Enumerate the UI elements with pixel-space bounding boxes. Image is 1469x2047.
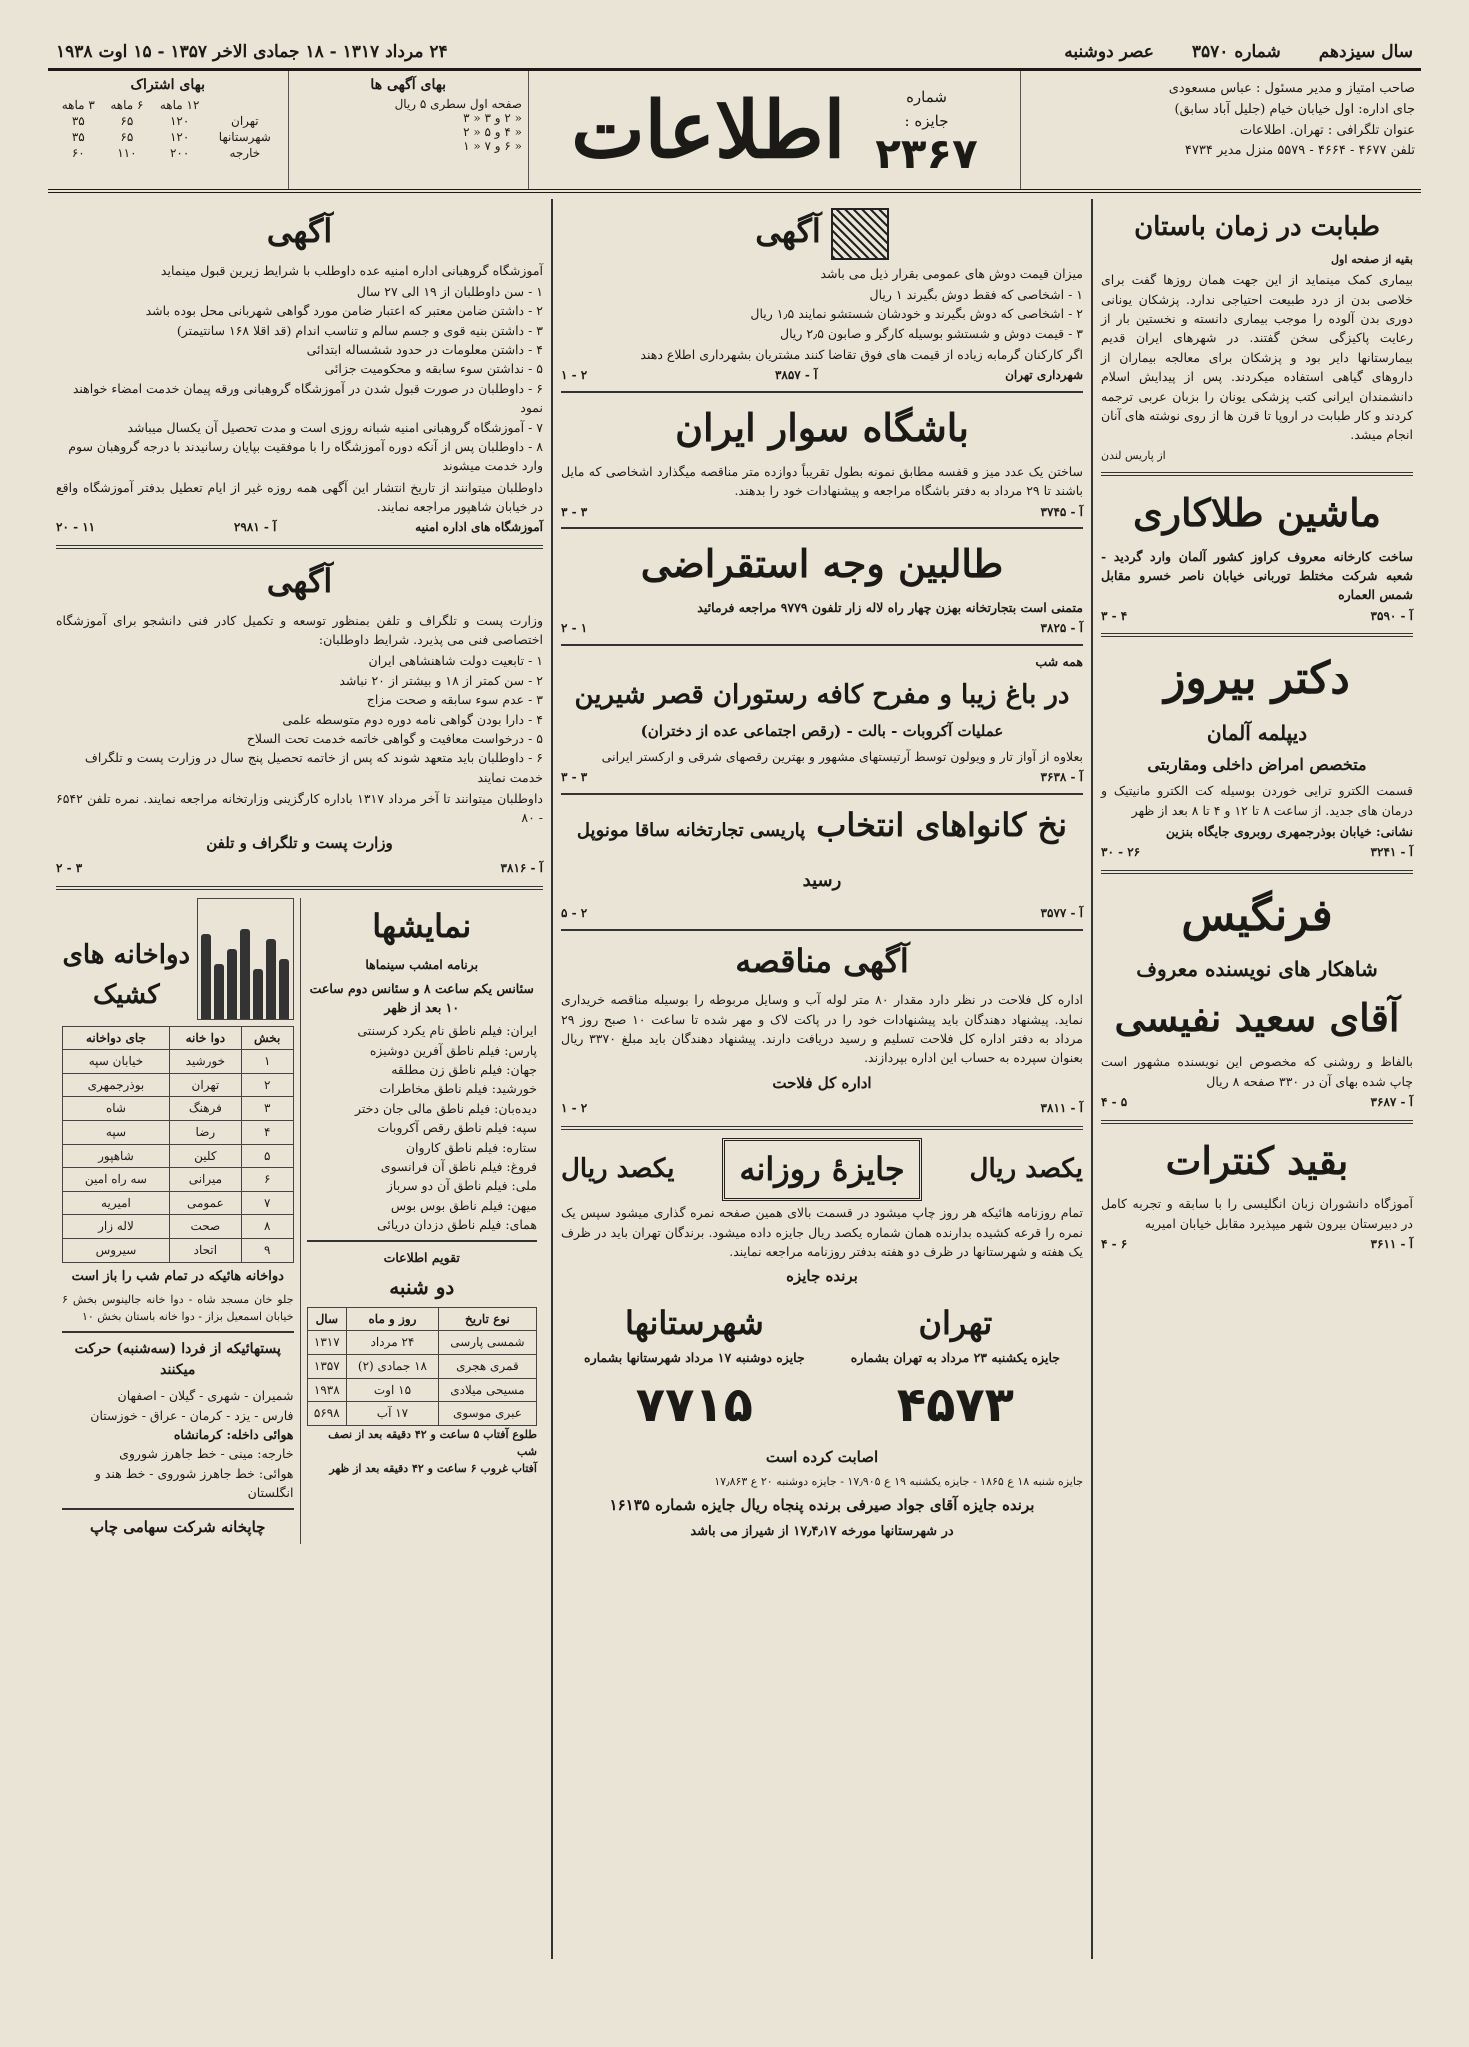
prize-winners-label: برنده جایزه — [786, 1267, 858, 1286]
pharmacy-row — [63, 1144, 294, 1168]
prize-claimed-label: اصابت کرده است — [765, 1448, 879, 1466]
bath-notice-heading — [561, 207, 1083, 260]
subscription-prices — [48, 71, 289, 189]
contract-ad-title: بقید کنترات — [1165, 1137, 1349, 1183]
bath-notice-title: آگهی — [755, 212, 821, 250]
right-column — [1091, 199, 1421, 1959]
pharm-district: ۹ — [241, 1238, 293, 1262]
bath-notice-item: ۲ - اشخاصی که دوش بگیرند و خودشان شستشو نمایند ۱٫۵ ریال — [750, 306, 1083, 322]
pharm-address: سپه — [63, 1121, 170, 1145]
ad-number: ۲ - ۱ — [561, 368, 588, 383]
ad-code: آ - ۳۸۲۵ — [1040, 621, 1083, 636]
ad-code: آ - ۲۹۸۱ — [233, 520, 277, 535]
cinema-listing: ملی: فیلم ناطق آن دو سرباز — [386, 1178, 537, 1194]
prize-provinces-title: شهرستانها — [624, 1303, 764, 1342]
subscription-title: بهای اشتراک — [130, 77, 205, 93]
masthead-title-area — [528, 71, 1021, 189]
calendar-row — [307, 1355, 537, 1379]
ad-number: ۵ - ۴ — [1101, 1094, 1128, 1109]
cinema-listing: فروغ: فیلم ناطق آن فرانسوی — [380, 1158, 537, 1174]
pharm-district: ۱ — [241, 1050, 293, 1074]
contract-ad-body: آموزگاه دانشوران زبان انگلیسی را با سابقه و تجربه کامل در دبیرستان بیرون شهر میپذیرد مقابل خیابان امیریه — [1101, 1196, 1413, 1231]
left-subcolumns — [56, 898, 543, 1544]
pharmacy-title: دواخانه های کشیک — [62, 940, 191, 1011]
ad-number: ۲ - ۵ — [561, 906, 588, 921]
post-notice-intro: وزارت پست و تلگراف و تلفن بمنظور توسعه و تکمیل کادر فنی دانشجو برای آموزشگاه اختصاصی فنی می پذیرد. شرایط داوطلبان: — [56, 612, 543, 648]
gold-machine-body: ساخت کارخانه معروف کراوز کشور آلمان وارد گردید - شعبه شرکت مختلط توربانی خیابان ناصر خسرو مقابل شمس العماره — [1101, 548, 1413, 603]
ad-price-row: « ۴ و ۵ « ۲ — [463, 125, 522, 139]
ad-code: آ - ۳۲۴۱ — [1370, 845, 1413, 860]
post-schedule-title: پستهائیکه از فردا (سه‌شنبه) حرکت میکنند — [74, 1340, 281, 1379]
owner-line: صاحب امتیاز و مدیر مسئول : عباس مسعودی — [1168, 81, 1415, 96]
ad-code-line — [561, 366, 1083, 385]
gendarmerie-notice-item: ۲ - داشتن ضامن معتبر که اعتبار ضامن مورد گواهی شهربانی محل بوده باشد — [145, 303, 543, 319]
pharm-address: شاه — [63, 1097, 170, 1121]
loan-ad-body: متمنی است بتجارتخانه بهزن چهار راه لاله زار تلفون ۹۷۷۹ مراجعه فرمائید — [697, 600, 1083, 616]
post-notice-item: ۲ - سن کمتر از ۱۸ و بیشتر از ۲۰ نباشد — [339, 672, 543, 688]
pharmacy-section — [56, 898, 300, 1544]
cal-date: ۲۴ مرداد — [347, 1331, 439, 1355]
pharm-district: ۷ — [241, 1191, 293, 1215]
pharmacy-row — [63, 1073, 294, 1097]
prize-amount-right: یکصد ریال — [969, 1154, 1083, 1185]
subs-value: ۱۲۰ — [169, 114, 190, 128]
cal-type: عبری موسوی — [438, 1402, 536, 1426]
cal-year: ۱۳۱۷ — [307, 1331, 347, 1355]
issue-number-block — [875, 85, 978, 178]
pharm-name: عمومی — [169, 1191, 241, 1215]
pharm-address: شاهپور — [63, 1144, 170, 1168]
newspaper-title: اطلاعات — [571, 84, 846, 176]
ad-code-line — [56, 859, 543, 878]
subs-value: ۳۵ — [71, 114, 85, 128]
ad-price-row: « ۲ و ۳ « ۳ — [463, 111, 522, 125]
pharm-district: ۸ — [241, 1215, 293, 1239]
ad-code-line — [1101, 607, 1413, 626]
cal-type: مسیحی میلادی — [438, 1378, 536, 1402]
ad-code-line — [561, 619, 1083, 638]
left-column — [48, 199, 551, 1959]
ad-number: ۳ - ۲ — [56, 861, 83, 876]
subs-head: ۳ ماهه — [61, 98, 95, 112]
subs-value: ۱۲۰ — [169, 130, 190, 144]
doctor-ad-address: نشانی: خیابان بوذرجمهری روبروی جایگاه بنزین — [1165, 824, 1413, 840]
daily-prize-title: جایزهٔ روزانه — [722, 1138, 921, 1202]
bath-notice-intro: میزان قیمت دوش های عمومی بقرار ذیل می باشد — [820, 265, 1083, 281]
gendarmerie-notice-intro: آموزشگاه گروهبانی اداره امنیه عده داوطلب با شرایط زیرین قبول مینماید — [160, 262, 543, 278]
doctor-ad-sub: دیپلمه آلمان — [1206, 720, 1308, 745]
gendarmerie-notice-note: داوطلبان میتوانند از تاریخ انتشار این آگهی همه روزه غیر از ایام تعطیل بدفتر آموزشگاه واقع در خیابان شاهپور مراجعه نمایند. — [56, 479, 543, 515]
printer-credit: چاپخانه شرکت سهامی چاپ — [90, 1518, 266, 1537]
ad-code: آ - ۳۵۷۷ — [1040, 906, 1083, 921]
subs-value: ۱۱۰ — [117, 146, 137, 160]
yarn-ad-heading — [561, 801, 1083, 900]
cinema-listing: سپه: فیلم ناطق رقص آکروبات — [377, 1120, 537, 1136]
pharmacy-illustration-icon — [197, 898, 294, 1020]
calendar-title: تقویم اطلاعات — [383, 1250, 460, 1266]
subs-value: ۶۵ — [120, 114, 134, 128]
ad-code-line — [561, 503, 1083, 522]
pharm-address: لاله زار — [63, 1215, 170, 1239]
subs-place: تهران — [231, 114, 259, 128]
shows-title: نمایشها — [372, 906, 472, 945]
pharmacy-row — [63, 1168, 294, 1192]
ad-number: ۱ - ۲ — [561, 621, 588, 636]
foreign-air-post: هوائی: خط جاهرز شوروی - خط هند و انگلستان — [94, 1465, 294, 1501]
cinema-listing: همای: فیلم ناطق دزدان دریائی — [377, 1217, 537, 1233]
ad-code: آ - ۳۶۱۱ — [1370, 1237, 1413, 1252]
ad-code-line — [561, 768, 1083, 787]
ad-code-line — [1101, 1093, 1413, 1112]
subs-place: خارجه — [229, 146, 261, 160]
ad-code-line — [1101, 843, 1413, 862]
ad-code: آ - ۳۵۹۰ — [1370, 608, 1413, 623]
pharm-name: فرهنگ — [169, 1097, 241, 1121]
subs-value: ۳۵ — [71, 130, 85, 144]
issue-number: ۲۳۶۷ — [875, 129, 978, 178]
pharm-address: سه راه امین — [63, 1168, 170, 1192]
gold-machine-title: ماشین طلاکاری — [1132, 489, 1382, 535]
ad-number: ۶ - ۴ — [1101, 1237, 1128, 1252]
prize-winner-boxes — [561, 1299, 1083, 1442]
prize-footer-2: در شهرستانها مورخه ۱۷٫۴٫۱۷ از شیراز می باشد — [690, 1523, 954, 1539]
post-notice-title: آگهی — [266, 562, 333, 601]
cinema-listing: ستاره: فیلم ناطق کاروان — [405, 1139, 537, 1155]
cal-date: ۱۷ آب — [347, 1402, 439, 1426]
all-night-pharmacy-title: دواخانه هائیکه در تمام شب را باز است — [71, 1268, 284, 1284]
bath-notice-note: اگر کارکنان گرمابه زیاده از قیمت های فوق تقاضا کنند مشتریان بشهرداری اطلاع دهند — [640, 347, 1083, 362]
ad-prices-title: بهای آگهی ها — [370, 77, 447, 93]
calendar-head: نوع تاریخ — [438, 1307, 536, 1331]
bath-notice-item: ۳ - قیمت دوش و شستشو بوسیله کارگر و صابون ۲٫۵ ریال — [780, 325, 1083, 341]
horse-club-body: ساختن یک عدد میز و قفسه مطابق نمونه بطول تقریباً دوازده متر مناقصه میگذارد اشخاصی که مایل باشند تا ۲۹ مرداد به دفتر باشگاه مراجعه و پیشنهادات خود را بدهند. — [561, 463, 1083, 499]
ad-signature: آموزشگاه های اداره امنیه — [415, 520, 543, 535]
post-notice-note: داوطلبان میتوانند تا آخر مرداد ۱۳۱۷ باداره کارگزینی وزارتخانه مراجعه نمایند. نمره تلفن ۶۵۴۲ - ۸۰ — [56, 791, 543, 826]
post-notice-item: ۴ - دارا بودن گواهی نامه دوره دوم متوسطه علمی — [282, 711, 543, 727]
price-boxes — [48, 71, 528, 189]
ad-price-row: صفحه اول سطری ۵ ریال — [394, 97, 522, 111]
telegraph-line: عنوان تلگرافی : تهران. اطلاعات — [1239, 122, 1415, 138]
ad-price-row: « ۶ و ۷ « ۱ — [463, 139, 522, 153]
cafe-every-night: همه شب — [1035, 654, 1083, 670]
cal-year: ۱۹۳۸ — [307, 1378, 347, 1402]
domestic-air-post: هوائی داخله: کرمانشاه — [173, 1426, 294, 1442]
sunset-line: آفتاب غروب ۶ ساعت و ۴۲ دقیقه بعد از ظهر — [329, 1461, 537, 1475]
cinema-listing: ایران: فیلم ناطق نام یکرد کرسنتی — [357, 1023, 537, 1039]
pharmacy-head: دوا خانه — [169, 1026, 241, 1050]
pharm-district: ۲ — [241, 1073, 293, 1097]
post-notice-item: ۱ - تابعیت دولت شاهنشاهی ایران — [368, 653, 543, 669]
sunrise-line: طلوع آفتاب ۵ ساعت و ۴۲ دقیقه بعد از نصف شب — [328, 1427, 537, 1458]
medicine-article-title: طبابت در زمان باستان — [1134, 212, 1380, 242]
prize-tehran — [851, 1299, 1060, 1442]
ad-code-line — [1101, 1235, 1413, 1254]
subs-head: ۱۲ ماهه — [159, 98, 200, 112]
all-night-pharmacy-body: جلو خان مسجد شاه - دوا خانه جالینوس بخش ۶ خیابان اسمعیل بزاز - دوا خانه باستان بخش ۱۰ — [62, 1292, 294, 1323]
cafe-ad-title: در باغ زیبا و مفرح کافه رستوران قصر شیرین — [574, 680, 1070, 711]
subs-value: ۲۰۰ — [169, 146, 190, 160]
bath-notice-item: ۱ - اشخاصی که فقط دوش بگیرند ۱ ریال — [869, 286, 1083, 302]
gendarmerie-notice-item: ۱ - سن داوطلبان از ۱۹ الی ۲۷ سال — [356, 283, 543, 299]
calendar-row — [307, 1402, 537, 1426]
ad-number: ۴ - ۳ — [1101, 608, 1128, 623]
gendarmerie-notice-title: آگهی — [266, 212, 333, 250]
daily-prize-body: تمام روزنامه هائیکه هر روز چاپ میشود در قسمت بالای همین صفحه نمره گذاری میشود سپس یک نمره را قرعه کشیده بدارنده همان شماره یکصد ریال جایزه داده میشود. برندگان تهران باید در ظرف یک هفته و شهرستانها در ظرف دو هفته بدفتر روزنامه مراجعه نمایند. — [561, 1205, 1083, 1260]
tender-notice-body: اداره کل فلاحت در نظر دارد مقدار ۸۰ متر لوله آب و وسایل مربوطه را بوسیله مناقصه خریداری نماید. پیشنهاد دهندگان باید پیشنهادات خود را در پاکت لاک و مهر شده تا ساعت ۱۰ صبح روز ۲۹ مرداد به دفتر اداره کل فلاحت تسلیم و رسید دریافت دارند. پیشنهاد دهندگان باید مبلغ ۳۳۷۰ ریال بعنوان سپرده به حساب این اداره بپردازند. — [561, 992, 1084, 1066]
subs-row — [54, 113, 282, 129]
cinema-listing: دیده‌بان: فیلم ناطق مالی جان دختر — [355, 1100, 537, 1116]
gendarmerie-notice-item: ۳ - داشتن بنیه قوی و جسم سالم و تناسب اندام (قد اقلا ۱۶۸ سانتیمتر) — [176, 322, 543, 338]
subs-row — [54, 145, 282, 161]
gendarmerie-notice-item: ۸ - داوطلبان پس از آنکه دوره آموزشگاه را با موفقیت بپایان رسانیدند با درجه گروهبان سوم وارد خدمت میشوند — [68, 438, 543, 474]
pharmacy-row — [63, 1121, 294, 1145]
prize-label: جایزه : — [904, 112, 949, 130]
subs-value: ۶۰ — [71, 146, 85, 160]
shows-section — [300, 898, 544, 1544]
pharm-address: سیروس — [63, 1238, 170, 1262]
subscription-table — [54, 97, 282, 161]
cal-date: ۱۸ جمادی (۲) — [347, 1355, 439, 1379]
post-notice-item: ۳ - عدم سوء سابقه و صحت مزاج — [366, 692, 543, 708]
pharmacy-row — [63, 1097, 294, 1121]
horse-club-title: باشگاه سوار ایران — [675, 404, 969, 450]
gendarmerie-notice-item: ۴ - داشتن معلومات در حدود ششساله ابتدائی — [306, 342, 543, 358]
pharmacy-row — [63, 1238, 294, 1262]
book-ad-sub: شاهکار های نویسنده معروف — [1136, 957, 1378, 982]
pharm-address: بوذرجمهری — [63, 1073, 170, 1097]
book-ad-author: آقای سعید نفیسی — [1114, 995, 1400, 1041]
pharm-district: ۳ — [241, 1097, 293, 1121]
post-notice-item: ۵ - درخواست معافیت و گواهی خاتمه خدمت تحت السلاح — [246, 730, 543, 746]
ad-number: ۳ - ۳ — [561, 770, 588, 785]
shows-program: برنامه امشب سینماها — [365, 957, 479, 973]
book-ad-title: فرنگیس — [1181, 890, 1333, 942]
post-route: شمیران - شهری - گیلان - اصفهان — [117, 1388, 294, 1404]
post-route: فارس - یزد - کرمان - عراق - خوزستان — [90, 1407, 294, 1423]
cal-type: شمسی پارسی — [438, 1331, 536, 1355]
medicine-article-source: از پاریس لندن — [1101, 448, 1166, 462]
cinema-listing: پارس: فیلم ناطق آفرین دوشیزه — [369, 1042, 537, 1058]
pharmacy-head: بخش — [241, 1026, 293, 1050]
date-label: ۲۴ مرداد ۱۳۱۷ - ۱۸ جمادی الاخر ۱۳۵۷ - ۱۵ اوت ۱۹۳۸ — [56, 42, 448, 62]
pharm-address: امیریه — [63, 1191, 170, 1215]
ad-number: ۲ - ۱ — [561, 1101, 588, 1116]
ad-code: آ - ۳۸۵۷ — [774, 368, 818, 383]
prize-amount-left: یکصد ریال — [561, 1154, 675, 1185]
prize-history-list: جایزه شنبه ۱۸ ع ۱۸۶۵ - جایزه یکشنبه ۱۹ ع ۱۷٫۹۰۵ - جایزه دوشنبه ۲۰ ع ۱۷٫۸۶۳ — [714, 1475, 1083, 1489]
prize-provinces-text: جایزه دوشنبه ۱۷ مرداد شهرستانها بشماره — [584, 1350, 805, 1366]
ad-code-line — [561, 904, 1083, 923]
middle-column — [551, 199, 1091, 1959]
ad-number: ۳ - ۳ — [561, 504, 588, 519]
calendar-table — [307, 1307, 538, 1426]
pharm-name: اتحاد — [169, 1238, 241, 1262]
foreign-post: خارجه: مینی - خط جاهرز شوروی — [119, 1446, 294, 1462]
pharmacy-header — [62, 898, 294, 1020]
cal-year: ۵۶۹۸ — [307, 1402, 347, 1426]
pharm-name: خورشید — [169, 1050, 241, 1074]
daily-prize-header — [561, 1138, 1083, 1202]
prize-footer: برنده جایزه آقای جواد صیرفی برنده پنجاه ریال جایزه شماره ۱۶۱۳۵ — [609, 1496, 1035, 1515]
pharm-address: خیابان سپه — [63, 1050, 170, 1074]
ad-code: آ - ۳۷۴۵ — [1040, 504, 1083, 519]
ad-code-line — [56, 518, 543, 537]
ad-code: آ - ۳۶۸۷ — [1370, 1094, 1413, 1109]
ad-signature: شهرداری تهران — [1005, 368, 1083, 383]
doctor-ad-specialty: متخصص امراض داخلی ومقاربتی — [1147, 754, 1367, 774]
ad-code: آ - ۳۸۱۶ — [500, 861, 543, 876]
pharm-name: میرانی — [169, 1168, 241, 1192]
prize-tehran-text: جایزه یکشنبه ۲۳ مرداد به تهران بشماره — [850, 1350, 1060, 1366]
cinema-listing: جهان: فیلم ناطق زن مطلقه — [391, 1062, 537, 1078]
ad-code: آ - ۳۶۳۸ — [1040, 770, 1083, 785]
year-label: سال سیزدهم — [1318, 42, 1413, 62]
ad-code-line — [561, 1099, 1083, 1118]
tender-notice-title: آگهی مناقصه — [735, 941, 909, 980]
pharmacy-table — [62, 1026, 294, 1263]
calendar-head: روز و ماه — [347, 1307, 439, 1331]
prize-tehran-number: ۴۵۷۳ — [896, 1376, 1014, 1433]
pharm-name: رضا — [169, 1121, 241, 1145]
pharmacy-head: جای دواخانه — [63, 1026, 170, 1050]
pharm-name: تهران — [169, 1073, 241, 1097]
medicine-article-sub: بقیه از صفحه اول — [1331, 253, 1413, 267]
doctor-ad-title: دکتر بیروز — [1164, 653, 1350, 705]
tender-notice-sign: اداره کل فلاحت — [772, 1073, 872, 1092]
cal-year: ۱۳۵۷ — [307, 1355, 347, 1379]
doctor-ad-body: قسمت الکترو ترایی خوردن بوسیله کت الکترو مانیتیک و درمان های جدید. از ساعت ۸ تا ۱۲ و ۴ تا ۸ بعد از ظهر — [1101, 783, 1413, 818]
book-ad-body: بالفاظ و روشنی که مخصوص این نویسنده مشهور است چاپ شده بهای آن در ۳۳۰ صفحه ۸ ریال — [1101, 1054, 1413, 1089]
shows-times: سئانس یکم ساعت ۸ و سئانس دوم ساعت ۱۰ بعد از ظهر — [309, 980, 534, 1015]
medicine-article-body: بیماری کمک مینماید از این جهت همان روزها گفت برای خلاصی بدن از درد طبیعت احتیاجی ندارد. پزشکان یونانی دوری بدن آلوده را موجب بیماری دانسته و نخستین بار از رعایت پاکیزگی سخن گفتند. در شهرهای ایران قدیم بیمارستانها دایر بود و پزشکان برای معالجه بیماران از داروهای گیاهی استفاده میکردند. پس از پیدایش اسلام دانشمندان ایرانی کتب پزشکی یونان را بزبان عربی ترجمه کردند و کار طبابت در اروپا تا قرن ها از روی نوشته های آنان انجام میشد. — [1101, 272, 1413, 443]
issue-label: شماره ۳۵۷۰ — [1191, 42, 1281, 62]
gendarmerie-notice-item: ۵ - نداشتن سوء سابقه و محکومیت جزائی — [324, 361, 543, 377]
pharmacy-row — [63, 1191, 294, 1215]
pharm-district: ۴ — [241, 1121, 293, 1145]
post-notice-item: ۶ - داوطلبان باید متعهد شوند که پس از خاتمه تحصیل پنج سال در وزارت پست و تلگراف خدمت نمایند — [84, 750, 543, 785]
phone-line: تلفن ۴۶۷۷ - ۴۶۶۴ - ۵۵۷۹ منزل مدیر ۴۷۳۴ — [1184, 143, 1415, 159]
yarn-ad-title: نخ کانواهای انتخاب — [816, 805, 1068, 844]
municipality-seal-icon — [831, 208, 889, 260]
pharmacy-row — [63, 1050, 294, 1074]
columns — [48, 199, 1421, 1959]
pharm-district: ۵ — [241, 1144, 293, 1168]
subs-row — [54, 129, 282, 145]
issue-number-label: شماره — [906, 88, 947, 106]
pharm-district: ۶ — [241, 1168, 293, 1192]
prize-provinces — [584, 1299, 805, 1442]
publisher-info — [1021, 71, 1421, 189]
pharm-name: کلین — [169, 1144, 241, 1168]
office-line: جای اداره: اول خیابان خیام (جلیل آباد سابق) — [1174, 101, 1415, 117]
dateline — [48, 20, 1421, 71]
cal-date: ۱۵ اوت — [347, 1378, 439, 1402]
yarn-ad-sub: پاریسی تجارتخانه ساقا مونوپل رسید — [576, 819, 842, 891]
ad-prices — [289, 71, 529, 189]
cafe-ad-body: بعلاوه از آواز تار و ویولون توسط آرتیستهای مشهور و بهترین رقصهای شرقی و ارکستر ایرانی — [601, 748, 1083, 764]
ad-code: آ - ۳۸۱۱ — [1040, 1101, 1083, 1116]
cal-type: قمری هجری — [438, 1355, 536, 1379]
pharmacy-row — [63, 1215, 294, 1239]
masthead — [48, 71, 1421, 193]
cinema-listing: خورشید: فیلم ناطق مخاطرات — [379, 1081, 537, 1097]
calendar-head: سال — [307, 1307, 347, 1331]
calendar-row — [307, 1378, 537, 1402]
day-label: عصر دوشنبه — [1064, 42, 1154, 62]
loan-ad-title: طالبین وجه استقراضی — [640, 541, 1004, 587]
subs-head: ۶ ماهه — [110, 98, 144, 112]
ad-number: ۱۱ - ۲۰ — [56, 520, 96, 535]
prize-provinces-number: ۷۷۱۵ — [635, 1376, 753, 1433]
prize-tehran-title: تهران — [918, 1303, 993, 1342]
calendar-day: دو شنبه — [389, 1274, 455, 1299]
calendar-row — [307, 1331, 537, 1355]
pharm-name: صحت — [169, 1215, 241, 1239]
subs-value: ۶۵ — [120, 130, 134, 144]
cinema-listing: میهن: فیلم ناطق بوس بوس — [390, 1197, 537, 1213]
post-notice-sign: وزارت پست و تلگراف و تلفن — [206, 833, 393, 852]
gendarmerie-notice-item: ۷ - آموزشگاه گروهبانی امنیه شبانه روزی است و مدت تحصیل آن یکسال میباشد — [127, 419, 543, 435]
ad-number: ۲۶ - ۳۰ — [1101, 845, 1141, 860]
gendarmerie-notice-item: ۶ - داوطلبان در صورت قبول شدن در آموزشگاه گروهبانی ورقه پیمان خدمت امضاء خواهند نمود — [72, 380, 543, 416]
cafe-ad-sub: عملیات آکروبات - بالت - (رقص اجتماعی عده از دختران) — [640, 721, 1004, 740]
subs-place: شهرستانها — [218, 130, 271, 144]
